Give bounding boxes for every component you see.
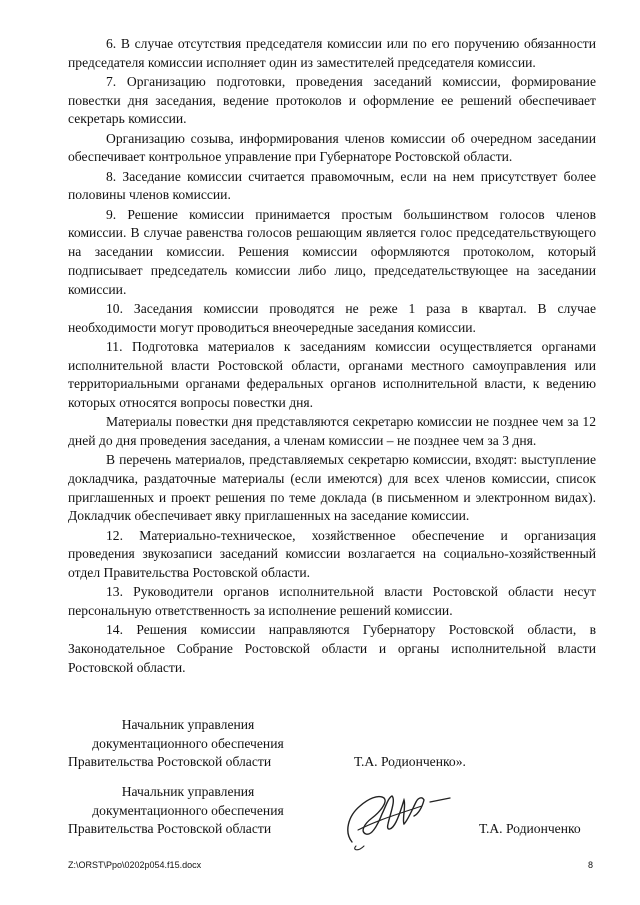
paragraph-13: 13. Руководители органов исполнительной власти Ростовской области несут персональную ответственность за исполнение решений комиссии. bbox=[68, 584, 596, 619]
signature-2-title bbox=[68, 783, 308, 839]
paragraph-9: 9. Решение комиссии принимается простым большинством голосов членов комиссии. В случае равенства голосов решающим является голос председательствующего на заседании комиссии. Решения комиссии оформляются протоколом, который подписывает председатель комиссии либо лицо, председательствующее на заседании комиссии. bbox=[68, 206, 596, 297]
signature-block-2 bbox=[0, 783, 640, 843]
paragraph-14: 14. Решения комиссии направляются Губернатору Ростовской области, в Законодательное Собрание Ростовской области и органы исполнительной власти Ростовской области. bbox=[68, 622, 596, 675]
paragraph-7: 7. Организацию подготовки, проведения заседаний комиссии, формирование повестки дня заседания, ведение протоколов и оформление ее решений обеспечивает секретарь комиссии. bbox=[68, 74, 596, 127]
signature-1-line3: Правительства Ростовской области bbox=[68, 754, 272, 770]
signature-2-line2: документационного обеспечения bbox=[92, 802, 284, 818]
paragraph-11-list: В перечень материалов, представляемых секретарю комиссии, входят: выступление докладчика, раздаточные материалы (если имеются) для всех членов комиссии, список приглашенных и проект решения по теме доклада (в письменном и электронном видах). Докладчик обеспечивает явку приглашенных на заседание комиссии. bbox=[68, 452, 596, 524]
paragraph-6: 6. В случае отсутствия председателя комиссии или по его поручению обязанности председателя комиссии исполняет один из заместителей председателя комиссии. bbox=[68, 36, 596, 70]
paragraph-7-continued: Организацию созыва, информирования членов комиссии об очередном заседании обеспечивает контрольное управление при Губернаторе Ростовской области. bbox=[68, 130, 596, 165]
page-number: 8 bbox=[588, 860, 594, 870]
paragraph-11: 11. Подготовка материалов к заседаниям комиссии осуществляется органами исполнительной власти Ростовской области, органами местного самоуправления или территориальными органами федеральных органов исполнительной власти, к ведению которых относятся вопросы повестки дня. bbox=[68, 338, 596, 410]
paragraph-8: 8. Заседание комиссии считается правомочным, если на нем присутствует более половины членов комиссии. bbox=[68, 168, 596, 203]
signature-2-line1: Начальник управления bbox=[121, 784, 255, 799]
signature-1-line2: документационного обеспечения bbox=[92, 735, 284, 751]
signature-2-name: Т.А. Родионченко bbox=[479, 821, 581, 836]
document-body bbox=[68, 35, 596, 678]
signature-1-title bbox=[68, 716, 308, 772]
signature-1-line1: Начальник управления bbox=[121, 717, 255, 732]
signature-1-name: Т.А. Родионченко». bbox=[354, 754, 466, 769]
paragraph-12: 12. Материально-техническое, хозяйственное обеспечение и организация проведения звукозаписи заседаний комиссии возлагается на социально-хозяйственный отдел Правительства Ростовской области. bbox=[68, 527, 596, 581]
paragraph-11-materials: Материалы повестки дня представляются секретарю комиссии не позднее чем за 12 дней до дня проведения заседания, а членам комиссии – не позднее чем за 3 дня. bbox=[68, 414, 596, 448]
footer-file-path: Z:\ORST\Ppo\0202p054.f15.docx bbox=[68, 860, 202, 870]
signature-2-line3: Правительства Ростовской области bbox=[68, 821, 272, 837]
signature-block-1 bbox=[0, 716, 640, 776]
handwritten-signature bbox=[338, 776, 458, 856]
paragraph-10: 10. Заседания комиссии проводятся не реже 1 раза в квартал. В случае необходимости могут проводиться внеочередные заседания комиссии. bbox=[68, 300, 596, 335]
